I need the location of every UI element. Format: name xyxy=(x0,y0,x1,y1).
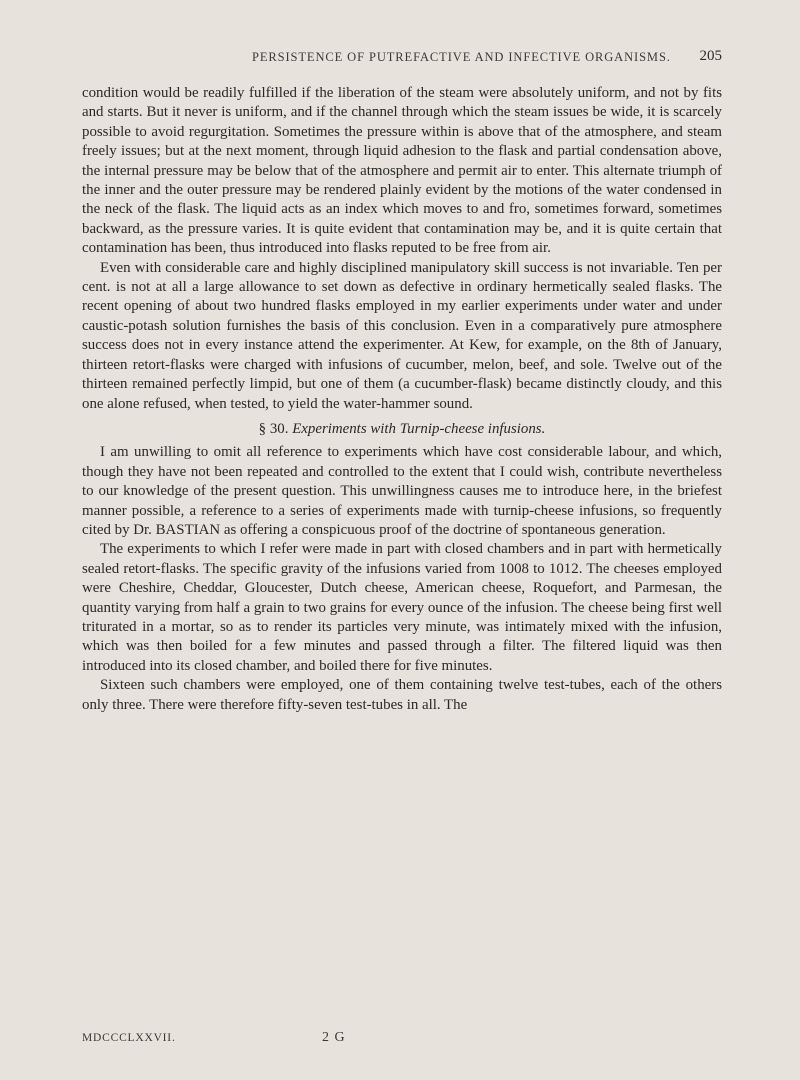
page-footer xyxy=(82,1032,542,1050)
section-heading xyxy=(82,420,722,439)
paragraph-1: condition would be readily fulfilled if the liberation of the steam were absolutely uniform, and not by fits and starts. But it never is uniform, and if the channel through which the steam issues be wide, it is scarcely possible to avoid regurgitation. Sometimes the pressure within is above that of the atmosphere, and steam freely issues; but at the next moment, through liquid adhesion to the flask and partial condensation above, the internal pressure may be below that of the atmosphere and permit air to enter. This alternate triumph of the inner and the outer pressure may be rendered plainly evident by the motions of the water condensed in the neck of the flask. The liquid acts as an index which moves to and fro, sometimes forward, sometimes backward, as the pressure varies. It is quite evident that contamination may be, and it is quite certain that contamination has been, thus introduced into flasks reputed to be free from air. xyxy=(82,85,722,257)
running-title: PERSISTENCE OF PUTREFACTIVE AND INFECTIVE ORGANISMS. xyxy=(252,50,671,64)
page-number: 205 xyxy=(699,48,722,64)
running-head xyxy=(82,50,722,70)
body-text xyxy=(82,84,722,715)
paragraph-3: I am unwilling to omit all reference to experiments which have cost considerable labour, and which, though they have not been repeated and controlled to the extent that I could wish, contribute nevertheless to our knowledge of the present question. This unwillingness causes me to introduce here, in the briefest manner possible, a reference to a series of experiments made with turnip-cheese infusions, so frequently cited by Dr. BASTIAN as offering a conspicuous proof of the doctrine of spontaneous generation. xyxy=(82,444,722,538)
paragraph-5: Sixteen such chambers were employed, one of them containing twelve test-tubes, each of the others only three. There were therefore fifty-seven test-tubes in all. The xyxy=(82,677,722,713)
paragraph-4: The experiments to which I refer were made in part with closed chambers and in part with hermetically sealed retort-flasks. The specific gravity of the infusions varied from 1008 to 1012. The cheeses employed were Cheshire, Cheddar, Gloucester, Dutch cheese, American cheese, Roquefort, and Parmesan, the quantity varying from half a grain to two grains for every ounce of the infusion. The cheese being first well triturated in a mortar, so as to render its particles very minute, was intimately mixed with the infusion, which was then boiled for a few minutes and passed through a filter. The filtered liquid was then introduced into its closed chamber, and boiled there for five minutes. xyxy=(82,541,722,674)
sheet-signature: 2 G xyxy=(322,1030,346,1045)
paragraph-2: Even with considerable care and highly disciplined manipulatory skill success is not invariable. Ten per cent. is not at all a large allowance to set down as defective in ordinary hermetically sealed flasks. The recent opening of about two hundred flasks employed in my earlier experiments under water and under caustic-potash solution furnishes the basis of this conclusion. Even in a comparatively pure atmosphere success does not in every instance attend the experimenter. At Kew, for example, on the 8th of January, thirteen retort-flasks were charged with infusions of cucumber, melon, beef, and sole. Twelve out of the thirteen remained perfectly limpid, but one of them (a cucumber-flask) became distinctly cloudy, and this one alone refused, when tested, to yield the water-hammer sound. xyxy=(82,259,722,412)
volume-year-mark: MDCCCLXXVII. xyxy=(82,1032,176,1044)
section-number: § 30. xyxy=(258,420,289,437)
section-title: Experiments with Turnip-cheese infusions. xyxy=(292,420,546,437)
